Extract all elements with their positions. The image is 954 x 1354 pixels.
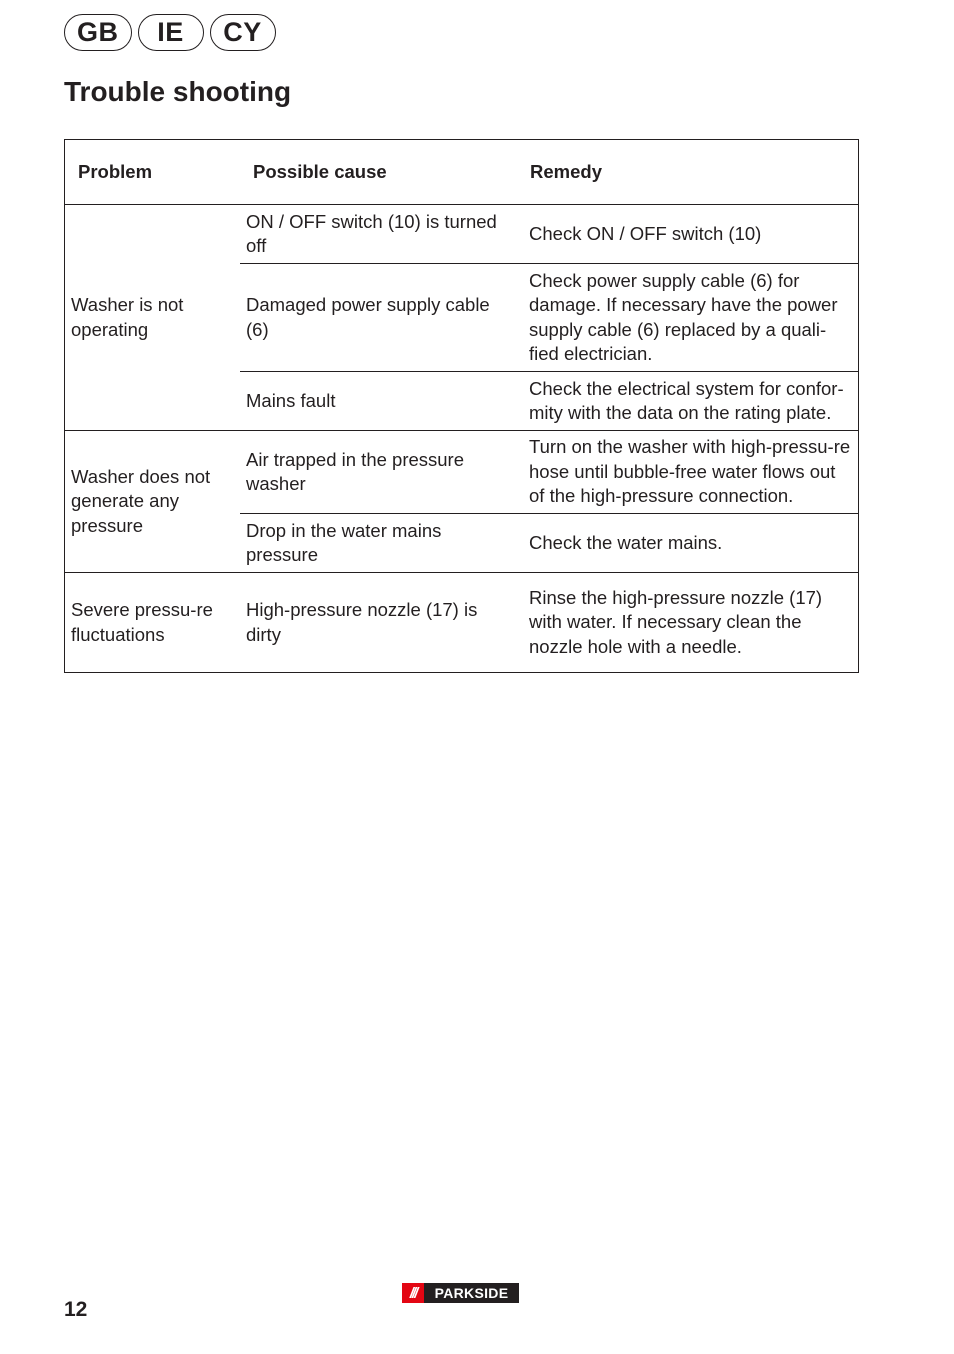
page-number: 12: [64, 1298, 88, 1321]
cause-cell: Damaged power supply cable (6): [240, 264, 523, 372]
logo-stripes-icon: ///: [402, 1283, 424, 1303]
cause-cell: Mains fault: [240, 372, 523, 431]
problem-cell: Washer is not operating: [71, 294, 184, 340]
remedy-cell: Turn on the washer with high-pressu-re hose until bubble-free water flows out of the high-pressure connection.: [523, 431, 859, 514]
header-problem: Problem: [65, 140, 241, 205]
language-badges: [64, 14, 276, 51]
remedy-cell: Check the water mains.: [523, 514, 859, 573]
header-remedy: Remedy: [523, 140, 859, 205]
language-badge-cy: CY: [210, 14, 276, 51]
table-row: [65, 205, 859, 264]
table-row: [65, 431, 859, 514]
remedy-cell: Check ON / OFF switch (10): [529, 222, 762, 244]
language-badge-gb: GB: [64, 14, 132, 51]
table-header-row: [65, 140, 859, 205]
problem-cell: Washer does not generate any pressure: [65, 431, 241, 573]
remedy-cell: Check power supply cable (6) for damage. If necessary have the power supply cable (6) replaced by a quali-fied electrician.: [523, 264, 859, 372]
cause-cell: High-pressure nozzle (17) is dirty: [240, 573, 523, 673]
remedy-cell: Check the electrical system for confor-mity with the data on the rating plate.: [523, 372, 859, 431]
troubleshooting-table: [64, 139, 859, 673]
cause-cell: Air trapped in the pressure washer: [240, 431, 523, 514]
header-cause: Possible cause: [240, 140, 523, 205]
cause-cell: ON / OFF switch (10) is turned off: [246, 210, 497, 256]
page-title: Trouble shooting: [64, 76, 292, 107]
logo-wordmark: PARKSIDE: [434, 1285, 509, 1301]
parkside-logo: [402, 1283, 519, 1303]
table-row: [65, 573, 859, 673]
cause-cell: Drop in the water mains pressure: [240, 514, 523, 573]
language-badge-ie: IE: [138, 14, 204, 51]
problem-cell: Severe pressu-re fluctuations: [65, 573, 241, 673]
remedy-cell: Rinse the high-pressure nozzle (17) with water. If necessary clean the nozzle hole with a needle.: [523, 573, 859, 673]
